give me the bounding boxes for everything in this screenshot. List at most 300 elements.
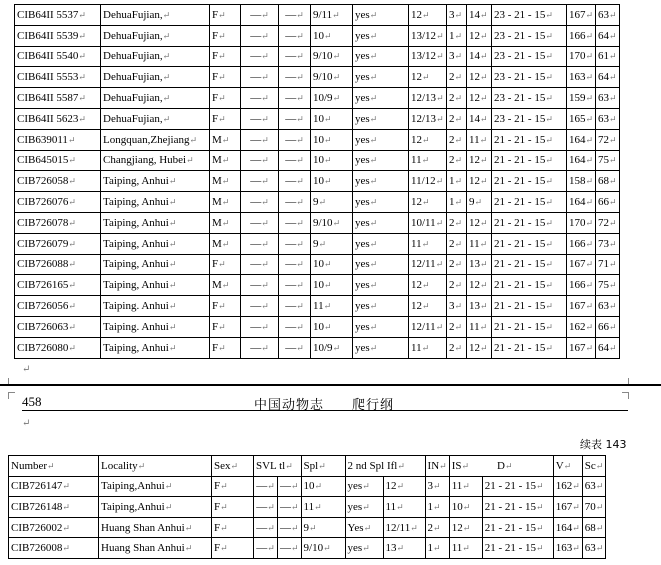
table-cell: 68↵ xyxy=(582,517,606,538)
table-cell: yes↵ xyxy=(353,108,409,129)
table-cell: CIB726002↵ xyxy=(9,517,99,538)
table-cell: —↵ xyxy=(254,517,278,538)
table-cell: 164↵ xyxy=(553,517,582,538)
header-sc: Sc↵ xyxy=(582,456,606,477)
header-2nd-spl-ifl: 2 nd Spl Ifl↵ xyxy=(345,456,425,477)
table-cell: CIB64II 5587↵ xyxy=(15,88,101,109)
page-number: 458 xyxy=(22,394,42,409)
table-cell: yes↵ xyxy=(353,88,409,109)
table-cell: —↵ xyxy=(241,171,279,192)
table-cell: 64↵ xyxy=(596,25,620,46)
table-cell: 12↵ xyxy=(409,275,447,296)
table-cell: yes↵ xyxy=(353,296,409,317)
table-cell: 13/12↵ xyxy=(409,25,447,46)
table-cell: 11↵ xyxy=(311,296,353,317)
table-cell: 9↵ xyxy=(311,233,353,254)
table-cell: 1↵ xyxy=(447,192,467,213)
table-cell: Longquan,Zhejiang↵ xyxy=(101,129,210,150)
table-row xyxy=(15,5,620,26)
table-cell: 10↵ xyxy=(311,171,353,192)
table-cell: 11↵ xyxy=(409,337,447,358)
table-cell: 12↵ xyxy=(409,129,447,150)
table-cell: 64↵ xyxy=(596,337,620,358)
table-cell: 72↵ xyxy=(596,129,620,150)
table-cell: —↵ xyxy=(254,497,278,518)
table-cell: 10↵ xyxy=(311,108,353,129)
table-cell: yes↵ xyxy=(353,275,409,296)
table-cell: yes↵ xyxy=(353,150,409,171)
table-cell: DehuaFujian,↵ xyxy=(101,88,210,109)
table-cell: 75↵ xyxy=(596,275,620,296)
table-cell: 23 - 21 - 15↵ xyxy=(492,46,567,67)
table-cell: CIB726058↵ xyxy=(15,171,101,192)
table-cell: 2↵ xyxy=(447,275,467,296)
table-row xyxy=(15,88,620,109)
table-cell: —↵ xyxy=(241,150,279,171)
table-cell: F↵ xyxy=(210,5,241,26)
table-cell: 11↵ xyxy=(449,538,482,559)
table-cell: CIB726063↵ xyxy=(15,316,101,337)
table-cell: —↵ xyxy=(279,192,311,213)
table-cell: 11↵ xyxy=(409,233,447,254)
table-cell: 2↵ xyxy=(447,316,467,337)
table-cell: —↵ xyxy=(279,108,311,129)
table-cell: 2↵ xyxy=(425,517,449,538)
crop-mark xyxy=(622,392,629,399)
header-locality: Locality↵ xyxy=(99,456,212,477)
table-cell: 21 - 21 - 15↵ xyxy=(492,150,567,171)
table-cell: 1↵ xyxy=(425,497,449,518)
table-cell: yes↵ xyxy=(345,497,383,518)
table-cell: 21 - 21 - 15↵ xyxy=(482,517,553,538)
table-cell: 12↵ xyxy=(467,67,492,88)
table-cell: —↵ xyxy=(279,337,311,358)
table-cell: —↵ xyxy=(279,233,311,254)
table-row xyxy=(15,296,620,317)
table-cell: Changjiang, Hubei↵ xyxy=(101,150,210,171)
table-cell: 10↵ xyxy=(311,316,353,337)
table-continued-label: 续表 143 xyxy=(580,438,627,451)
table-cell: Taiping, Anhui↵ xyxy=(101,275,210,296)
table-cell: 12↵ xyxy=(467,171,492,192)
table-cell: Taiping,Anhui↵ xyxy=(99,497,212,518)
header-number: Number↵ xyxy=(9,456,99,477)
table-cell: 70↵ xyxy=(582,497,606,518)
table-cell: 9/10↵ xyxy=(311,67,353,88)
table-cell: M↵ xyxy=(210,275,241,296)
table-cell: CIB639011↵ xyxy=(15,129,101,150)
table-cell: —↵ xyxy=(278,476,302,497)
table-cell: 63↵ xyxy=(582,538,606,559)
table-cell: —↵ xyxy=(254,476,278,497)
table-cell: 3↵ xyxy=(447,46,467,67)
table-cell: DehuaFujian,↵ xyxy=(101,5,210,26)
header-spl: Spl↵ xyxy=(301,456,345,477)
table-cell: 3↵ xyxy=(425,476,449,497)
table-cell: 10↵ xyxy=(301,476,345,497)
table-cell: F↵ xyxy=(210,316,241,337)
table-cell: 10↵ xyxy=(311,150,353,171)
table-cell: 163↵ xyxy=(567,67,596,88)
table-cell: M↵ xyxy=(210,171,241,192)
table-cell: DehuaFujian,↵ xyxy=(101,67,210,88)
table-cell: 21 - 21 - 15↵ xyxy=(492,337,567,358)
table-cell: 167↵ xyxy=(567,254,596,275)
table-cell: Taiping, Anhui↵ xyxy=(101,171,210,192)
table-cell: CIB645015↵ xyxy=(15,150,101,171)
table-cell: 9↵ xyxy=(311,192,353,213)
table-cell: 71↵ xyxy=(596,254,620,275)
table-cell: 159↵ xyxy=(567,88,596,109)
table-cell: 66↵ xyxy=(596,316,620,337)
table-cell: —↵ xyxy=(241,5,279,26)
table-cell: 21 - 21 - 15↵ xyxy=(492,171,567,192)
table-cell: 3↵ xyxy=(447,296,467,317)
table-cell: 162↵ xyxy=(553,476,582,497)
table-row xyxy=(15,192,620,213)
table-cell: M↵ xyxy=(210,233,241,254)
table-cell: Taiping, Anhui↵ xyxy=(101,233,210,254)
table-cell: 10↵ xyxy=(311,25,353,46)
table-cell: CIB726088↵ xyxy=(15,254,101,275)
table-cell: yes↵ xyxy=(353,192,409,213)
specimen-table-bottom xyxy=(8,455,606,559)
header-sex: Sex↵ xyxy=(212,456,254,477)
table-cell: Taiping. Anhui↵ xyxy=(101,296,210,317)
table-cell: —↵ xyxy=(279,88,311,109)
table-cell: —↵ xyxy=(241,46,279,67)
specimen-table-top xyxy=(14,4,620,359)
table-cell: 2↵ xyxy=(447,233,467,254)
table-cell: 11↵ xyxy=(449,476,482,497)
table-cell: Yes↵ xyxy=(345,517,383,538)
table-cell: 12/13↵ xyxy=(409,88,447,109)
table-row xyxy=(15,171,620,192)
table-cell: 21 - 21 - 15↵ xyxy=(482,538,553,559)
header-svl-tl: SVL tl↵ xyxy=(254,456,302,477)
table-cell: M↵ xyxy=(210,212,241,233)
table-cell: 9↵ xyxy=(301,517,345,538)
table-cell: 68↵ xyxy=(596,171,620,192)
table-cell: 13↵ xyxy=(383,538,425,559)
table-cell: 66↵ xyxy=(596,192,620,213)
table-cell: 63↵ xyxy=(596,296,620,317)
table-cell: 61↵ xyxy=(596,46,620,67)
table-cell: F↵ xyxy=(212,517,254,538)
table-cell: —↵ xyxy=(241,212,279,233)
paragraph-mark: ↵ xyxy=(22,418,31,429)
table-row xyxy=(15,212,620,233)
table-cell: —↵ xyxy=(279,275,311,296)
table-cell: CIB64II 5537↵ xyxy=(15,5,101,26)
table-cell: yes↵ xyxy=(345,476,383,497)
table-row xyxy=(9,497,606,518)
table-cell: —↵ xyxy=(279,316,311,337)
table-cell: yes↵ xyxy=(353,5,409,26)
table-cell: 12↵ xyxy=(449,517,482,538)
table-cell: 166↵ xyxy=(567,233,596,254)
table-cell: 2↵ xyxy=(447,67,467,88)
table-row xyxy=(15,337,620,358)
table-cell: —↵ xyxy=(278,497,302,518)
header-in: IN↵ xyxy=(425,456,449,477)
table-cell: DehuaFujian,↵ xyxy=(101,46,210,67)
table-cell: 10/9↵ xyxy=(311,337,353,358)
table-cell: 170↵ xyxy=(567,212,596,233)
table-cell: 2↵ xyxy=(447,254,467,275)
running-header-title: 中国动物志 爬行纲 xyxy=(254,398,395,413)
table-cell: 2↵ xyxy=(447,129,467,150)
table-cell: 2↵ xyxy=(447,88,467,109)
table-cell: 12↵ xyxy=(467,88,492,109)
table-cell: CIB726080↵ xyxy=(15,337,101,358)
table-cell: DehuaFujian,↵ xyxy=(101,108,210,129)
table-cell: CIB726056↵ xyxy=(15,296,101,317)
table-cell: 10↵ xyxy=(449,497,482,518)
table-cell: 63↵ xyxy=(596,108,620,129)
table-cell: 13/12↵ xyxy=(409,46,447,67)
table-cell: —↵ xyxy=(241,254,279,275)
table-cell: 12↵ xyxy=(467,25,492,46)
table-cell: 21 - 21 - 15↵ xyxy=(492,192,567,213)
table-row xyxy=(9,538,606,559)
table-cell: 170↵ xyxy=(567,46,596,67)
table-cell: 21 - 21 - 15↵ xyxy=(492,316,567,337)
table-header-row xyxy=(9,456,606,477)
table-cell: 21 - 21 - 15↵ xyxy=(492,212,567,233)
table-row xyxy=(9,517,606,538)
table-cell: 11↵ xyxy=(301,497,345,518)
table-cell: —↵ xyxy=(279,46,311,67)
table-cell: 10/11↵ xyxy=(409,212,447,233)
table-cell: 164↵ xyxy=(567,192,596,213)
table-cell: 166↵ xyxy=(567,25,596,46)
table-cell: F↵ xyxy=(210,67,241,88)
table-cell: Taiping. Anhui↵ xyxy=(101,316,210,337)
table-cell: yes↵ xyxy=(345,538,383,559)
table-cell: —↵ xyxy=(279,67,311,88)
table-cell: yes↵ xyxy=(353,337,409,358)
table-cell: 2↵ xyxy=(447,150,467,171)
table-cell: CIB726147↵ xyxy=(9,476,99,497)
table-cell: —↵ xyxy=(279,171,311,192)
table-cell: 167↵ xyxy=(553,497,582,518)
table-cell: 12↵ xyxy=(467,212,492,233)
table-cell: F↵ xyxy=(212,538,254,559)
table-cell: Huang Shan Anhui↵ xyxy=(99,517,212,538)
table-cell: —↵ xyxy=(241,25,279,46)
table-cell: —↵ xyxy=(241,192,279,213)
table-row xyxy=(15,25,620,46)
header-v: V↵ xyxy=(553,456,582,477)
page-break-line xyxy=(0,384,661,386)
table-cell: —↵ xyxy=(241,233,279,254)
table-cell: CIB726078↵ xyxy=(15,212,101,233)
table-cell: CIB64II 5553↵ xyxy=(15,67,101,88)
table-cell: CIB726165↵ xyxy=(15,275,101,296)
table-cell: F↵ xyxy=(210,25,241,46)
table-cell: CIB726148↵ xyxy=(9,497,99,518)
table-cell: F↵ xyxy=(210,337,241,358)
table-cell: 21 - 21 - 15↵ xyxy=(482,497,553,518)
table-cell: 9/10↵ xyxy=(311,212,353,233)
table-cell: 63↵ xyxy=(596,88,620,109)
table-cell: 63↵ xyxy=(596,5,620,26)
table-cell: 12↵ xyxy=(409,192,447,213)
table-cell: F↵ xyxy=(210,108,241,129)
table-cell: F↵ xyxy=(210,88,241,109)
table-cell: M↵ xyxy=(210,192,241,213)
table-cell: Taiping, Anhui↵ xyxy=(101,254,210,275)
table-cell: Taiping, Anhui↵ xyxy=(101,212,210,233)
table-cell: 12↵ xyxy=(383,476,425,497)
table-cell: 64↵ xyxy=(596,67,620,88)
table-cell: 14↵ xyxy=(467,5,492,26)
table-cell: CIB64II 5539↵ xyxy=(15,25,101,46)
header-is-d: IS↵ D↵ xyxy=(449,456,553,477)
table-cell: 12↵ xyxy=(409,296,447,317)
table-cell: 75↵ xyxy=(596,150,620,171)
table-cell: 1↵ xyxy=(447,25,467,46)
table-cell: 2↵ xyxy=(447,337,467,358)
table-cell: —↵ xyxy=(241,316,279,337)
table-cell: yes↵ xyxy=(353,316,409,337)
table-cell: 12↵ xyxy=(409,67,447,88)
table-cell: 13↵ xyxy=(467,254,492,275)
table-row xyxy=(15,67,620,88)
table-cell: —↵ xyxy=(241,275,279,296)
table-cell: 163↵ xyxy=(553,538,582,559)
table-cell: 167↵ xyxy=(567,337,596,358)
table-cell: 63↵ xyxy=(582,476,606,497)
table-cell: 72↵ xyxy=(596,212,620,233)
table-cell: —↵ xyxy=(241,88,279,109)
table-cell: 23 - 21 - 15↵ xyxy=(492,67,567,88)
table-cell: —↵ xyxy=(279,5,311,26)
table-cell: 12/11↵ xyxy=(409,254,447,275)
table-cell: 162↵ xyxy=(567,316,596,337)
table-row xyxy=(15,108,620,129)
table-cell: 12↵ xyxy=(467,337,492,358)
table-cell: yes↵ xyxy=(353,254,409,275)
table-cell: 11↵ xyxy=(409,150,447,171)
table-cell: 23 - 21 - 15↵ xyxy=(492,25,567,46)
table-cell: —↵ xyxy=(241,337,279,358)
table-cell: —↵ xyxy=(241,129,279,150)
table-cell: yes↵ xyxy=(353,129,409,150)
table-cell: 10↵ xyxy=(311,254,353,275)
table-cell: yes↵ xyxy=(353,233,409,254)
table-cell: 21 - 21 - 15↵ xyxy=(492,275,567,296)
table-cell: yes↵ xyxy=(353,212,409,233)
table-cell: 23 - 21 - 15↵ xyxy=(492,108,567,129)
table-cell: 9/10↵ xyxy=(311,46,353,67)
table-cell: 11↵ xyxy=(467,233,492,254)
table-cell: —↵ xyxy=(278,517,302,538)
table-cell: 166↵ xyxy=(567,275,596,296)
table-cell: —↵ xyxy=(241,67,279,88)
table-cell: 23 - 21 - 15↵ xyxy=(492,5,567,26)
table-cell: —↵ xyxy=(279,254,311,275)
table-cell: 14↵ xyxy=(467,46,492,67)
table-cell: CIB726079↵ xyxy=(15,233,101,254)
table-cell: 12/11↵ xyxy=(409,316,447,337)
table-cell: —↵ xyxy=(279,296,311,317)
table-cell: —↵ xyxy=(241,296,279,317)
table-row xyxy=(9,476,606,497)
table-cell: 11↵ xyxy=(383,497,425,518)
table-cell: yes↵ xyxy=(353,46,409,67)
table-cell: 12↵ xyxy=(467,150,492,171)
table-row xyxy=(15,254,620,275)
table-cell: Taiping, Anhui↵ xyxy=(101,337,210,358)
table-cell: —↵ xyxy=(279,150,311,171)
table-cell: F↵ xyxy=(212,476,254,497)
table-cell: 12↵ xyxy=(409,5,447,26)
table-row xyxy=(15,275,620,296)
table-cell: 3↵ xyxy=(447,5,467,26)
table-cell: 21 - 21 - 15↵ xyxy=(492,129,567,150)
table-row xyxy=(15,150,620,171)
table-cell: 10/9↵ xyxy=(311,88,353,109)
table-cell: F↵ xyxy=(210,296,241,317)
table-cell: Taiping,Anhui↵ xyxy=(99,476,212,497)
table-cell: 21 - 21 - 15↵ xyxy=(492,233,567,254)
table-cell: CIB726008↵ xyxy=(9,538,99,559)
table-cell: 1↵ xyxy=(447,171,467,192)
table-cell: yes↵ xyxy=(353,67,409,88)
table-cell: 21 - 21 - 15↵ xyxy=(492,296,567,317)
table-cell: 2↵ xyxy=(447,212,467,233)
table-cell: —↵ xyxy=(279,212,311,233)
table-cell: 11↵ xyxy=(467,129,492,150)
table-cell: 158↵ xyxy=(567,171,596,192)
table-cell: CIB64II 5623↵ xyxy=(15,108,101,129)
paragraph-mark: ↵ xyxy=(22,364,31,375)
table-cell: yes↵ xyxy=(353,171,409,192)
table-cell: —↵ xyxy=(278,538,302,559)
table-row xyxy=(15,233,620,254)
table-cell: 10↵ xyxy=(311,129,353,150)
table-row xyxy=(15,46,620,67)
table-cell: —↵ xyxy=(279,129,311,150)
table-cell: F↵ xyxy=(212,497,254,518)
table-cell: 21 - 21 - 15↵ xyxy=(482,476,553,497)
table-cell: Taiping, Anhui↵ xyxy=(101,192,210,213)
table-cell: 2↵ xyxy=(447,108,467,129)
table-cell: M↵ xyxy=(210,129,241,150)
table-cell: 12/13↵ xyxy=(409,108,447,129)
table-cell: DehuaFujian,↵ xyxy=(101,25,210,46)
table-cell: —↵ xyxy=(254,538,278,559)
table-cell: 167↵ xyxy=(567,5,596,26)
table-cell: 11/12↵ xyxy=(409,171,447,192)
table-cell: 14↵ xyxy=(467,108,492,129)
table-cell: M↵ xyxy=(210,150,241,171)
table-cell: 21 - 21 - 15↵ xyxy=(492,254,567,275)
crop-mark xyxy=(8,392,15,399)
table-cell: 164↵ xyxy=(567,150,596,171)
table-cell: CIB726076↵ xyxy=(15,192,101,213)
table-cell: F↵ xyxy=(210,46,241,67)
table-cell: 9/11↵ xyxy=(311,5,353,26)
table-cell: Huang Shan Anhui↵ xyxy=(99,538,212,559)
table-cell: 73↵ xyxy=(596,233,620,254)
table-cell: 11↵ xyxy=(467,316,492,337)
table-cell: 1↵ xyxy=(425,538,449,559)
table-cell: 9↵ xyxy=(467,192,492,213)
table-row xyxy=(15,129,620,150)
